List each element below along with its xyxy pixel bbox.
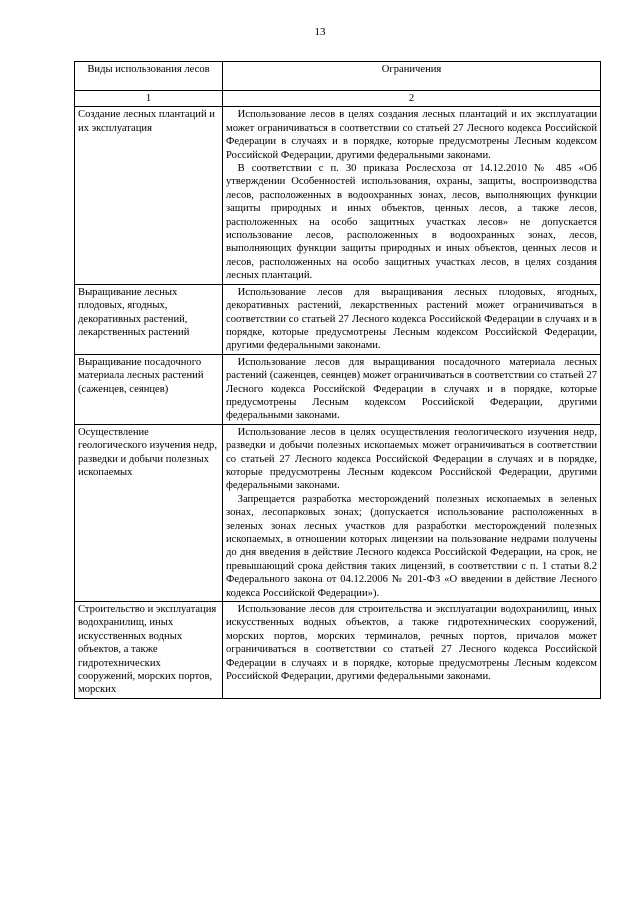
- forest-use-restrictions-table: [74, 61, 601, 699]
- restriction-paragraph: Использование лесов в целях осуществления геологического изучения недр, разведки и добычи полезных ископаемых может ограничиваться в соответствии со статьей 27 Лесного кодекса Российской Федерации в случаях и в порядке, которые предусмотрены Лесным кодексом Российской Федерации, другими федеральными законами.: [226, 426, 597, 492]
- forest-use-kind: Выращивание посадочного материала лесных растений (саженцев, сеянцев): [75, 354, 223, 424]
- forest-use-kind: Осуществление геологического изучения недр, разведки и добычи полезных ископаемых: [75, 424, 223, 601]
- column-number-2: 2: [223, 91, 601, 107]
- forest-use-kind: Создание лесных плантаций и их эксплуатация: [75, 107, 223, 284]
- restrictions-cell: [223, 284, 601, 354]
- restriction-paragraph: Использование лесов для выращивания посадочного материала лесных растений (саженцев, сеянцев) может ограничиваться в соответствии со статьей 27 Лесного кодекса Российской Федерации в случаях и в порядке, которые предусмотрены Лесным кодексом Российской Федерации, другими федеральными законами.: [226, 356, 597, 422]
- restriction-paragraph: Использование лесов для выращивания лесных плодовых, ягодных, декоративных растений, лекарственных растений может ограничиваться в соответствии со статьей 27 Лесного кодекса Российской Федерации в случаях и в порядке, которые предусмотрены Лесным кодексом Российской Федерации, другими федеральными законами.: [226, 286, 597, 352]
- restrictions-cell: [223, 424, 601, 601]
- table-row: [75, 602, 601, 699]
- column-number-1: 1: [75, 91, 223, 107]
- forest-use-kind: Выращивание лесных плодовых, ягодных, декоративных растений, лекарственных растений: [75, 284, 223, 354]
- restrictions-cell: [223, 602, 601, 699]
- table-row: [75, 354, 601, 424]
- restrictions-cell: [223, 107, 601, 284]
- forest-use-kind: Строительство и эксплуатация водохранилищ, иных искусственных водных объектов, а также гидротехнических сооружений, морских портов, морских: [75, 602, 223, 699]
- restriction-paragraph: Использование лесов в целях создания лесных плантаций и их эксплуатации может ограничиваться в соответствии со статьей 27 Лесного кодекса Российской Федерации в случаях и в порядке, которые предусмотрены Лесным кодексом Российской Федерации, другими федеральными законами.: [226, 109, 597, 161]
- restriction-paragraph: Использование лесов для строительства и эксплуатации водохранилищ, иных искусственных водных объектов, а также гидротехнических сооружений, морских портов, морских терминалов, речных портов, причалов может ограничиваться в соответствии со статьей 27 Лесного кодекса Российской Федерации в случаях и в порядке, которые предусмотрены Лесным кодексом Российской Федерации, другими федеральными законами.: [226, 604, 597, 683]
- restriction-paragraph: В соответствии с п. 30 приказа Рослесхоза от 14.12.2010 № 485 «Об утверждении Особенностей использования, охраны, защиты, воспроизводства лесов, расположенных в водоохранных зонах, лесов, выполняющих функции защиты природных и иных объектов, ценных лесов, а также лесов, расположенных на особо защитных участках лесов» не допускается использование лесов, расположенных в водоохранных зонах, лесов, выполняющих функции защиты природных и иных объектов, ценных лесов и лесов, расположенных на особо защитных участках лесов, в целях создания лесных плантаций.: [226, 163, 597, 282]
- restriction-paragraph: Запрещается разработка месторождений полезных ископаемых в зеленых зонах, лесопарковых зонах; (допускается использование расположенных в зеленых зонах лесных участков для разработки месторождений полезных ископаемых, в отношении которых лицензии на пользование недрами получены до дня введения в действие Лесного кодекса Российской Федерации, на срок, не превышающий срока действия таких лицензий, в соответствии с п. 1 статьи 8.2 Федерального закона от 04.12.2006 № 201-ФЗ «О введении в действие Лесного кодекса Российской Федерации»).: [226, 493, 597, 599]
- table-row: [75, 424, 601, 601]
- restrictions-cell: [223, 354, 601, 424]
- header-forest-use-kind: Виды использования лесов: [75, 62, 223, 91]
- table-row: [75, 284, 601, 354]
- header-restrictions: Ограничения: [223, 62, 601, 91]
- table-row: [75, 107, 601, 284]
- page-number: 13: [314, 26, 326, 38]
